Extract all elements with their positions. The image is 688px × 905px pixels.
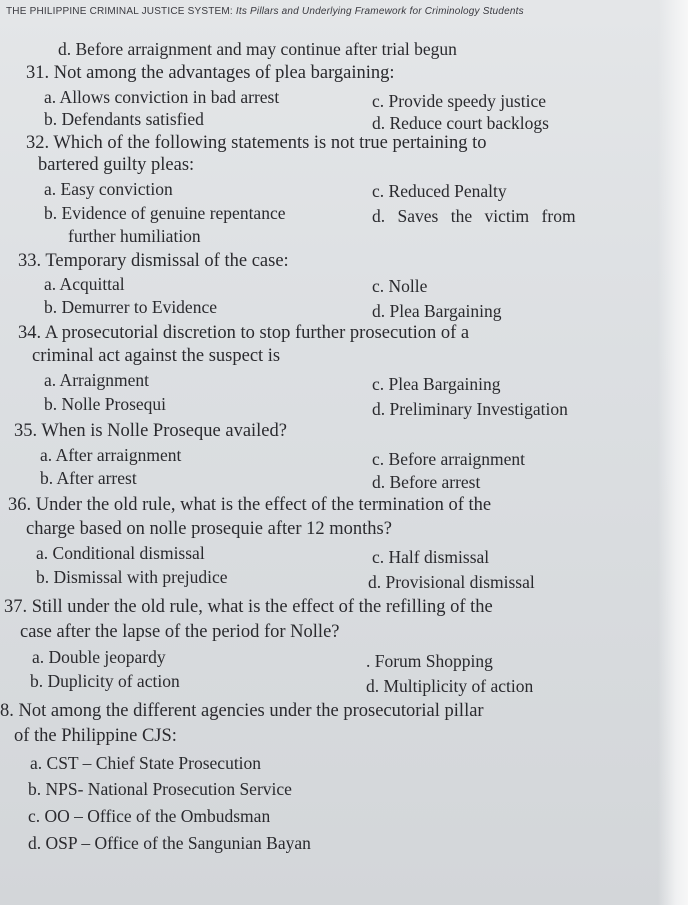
q38-option-b: b. NPS- National Prosecution Service <box>28 779 292 799</box>
q33-option-b: b. Demurrer to Evidence <box>44 297 217 317</box>
header-title: THE PHILIPPINE CRIMINAL JUSTICE SYSTEM: <box>6 6 233 17</box>
question-33 <box>18 250 289 272</box>
question-text: Still under the old rule, what is the effect of the refilling of the <box>31 597 493 617</box>
q35-option-b: b. After arrest <box>40 468 137 488</box>
question-38 <box>0 700 484 722</box>
question-text: Which of the following statements is not true pertaining to <box>53 133 487 153</box>
q37-option-b: b. Duplicity of action <box>30 671 180 691</box>
q35-option-c: c. Before arraignment <box>372 449 526 469</box>
question-text: Temporary dismissal of the case: <box>45 251 289 271</box>
question-35 <box>14 420 287 442</box>
q33-option-c: c. Nolle <box>372 276 428 296</box>
q36-option-c: c. Half dismissal <box>372 547 490 567</box>
question-text: When is Nolle Proseque availed? <box>41 421 287 441</box>
question-number: 34. <box>18 323 42 343</box>
q33-option-d: d. Plea Bargaining <box>372 301 502 321</box>
question-number: 35. <box>14 421 38 441</box>
question-text: A prosecutorial discretion to stop further prosecution of a <box>44 323 470 343</box>
q31-option-b: b. Defendants satisfied <box>44 109 204 129</box>
q34-option-c: c. Plea Bargaining <box>372 374 501 394</box>
q36-text-line-2: charge based on nolle prosequie after 12 months? <box>26 519 392 539</box>
question-number: 32. <box>26 133 50 153</box>
q38-option-c: c. OO – Office of the Ombudsman <box>28 806 271 826</box>
q31-option-d: d. Reduce court backlogs <box>372 113 549 133</box>
q34-option-b: b. Nolle Prosequi <box>44 394 167 414</box>
q38-option-a: a. CST – Chief State Prosecution <box>30 753 262 773</box>
question-number: 31. <box>26 63 50 83</box>
question-number: 33. <box>18 251 42 271</box>
q38-text-line-2: of the Philippine CJS: <box>14 726 177 746</box>
question-37 <box>4 596 493 618</box>
q34-option-a: a. Arraignment <box>44 370 149 390</box>
question-text: Not among the advantages of plea bargaining: <box>53 63 395 83</box>
question-32 <box>26 132 487 154</box>
q36-option-a: a. Conditional dismissal <box>36 543 205 563</box>
q37-option-d: d. Multiplicity of action <box>366 676 534 696</box>
q35-option-a: a. After arraignment <box>40 445 182 465</box>
q37-option-a: a. Double jeopardy <box>32 647 166 667</box>
q37-text-line-2: case after the lapse of the period for Nolle? <box>20 622 340 642</box>
q36-option-b: b. Dismissal with prejudice <box>36 567 228 587</box>
q32-option-c: c. Reduced Penalty <box>372 181 507 201</box>
q32-text-line-2: bartered guilty pleas: <box>38 155 195 175</box>
running-header <box>6 6 666 17</box>
q37-option-c: . Forum Shopping <box>366 651 493 671</box>
q31-option-c: c. Provide speedy justice <box>372 91 546 111</box>
q36-option-d: d. Provisional dismissal <box>368 572 535 592</box>
q32-option-d: d. Saves the victim from <box>372 206 576 226</box>
q33-option-a: a. Acquittal <box>44 274 125 294</box>
q32-option-continuation: further humiliation <box>68 226 201 246</box>
q35-option-d: d. Before arrest <box>372 472 481 492</box>
question-text: Not among the different agencies under the prosecutorial pillar <box>18 701 484 721</box>
page-edge-shadow <box>658 0 688 905</box>
question-number: 36. <box>8 495 32 515</box>
q38-option-d: d. OSP – Office of the Sangunian Bayan <box>28 833 311 853</box>
question-36 <box>8 494 491 516</box>
q34-option-d: d. Preliminary Investigation <box>372 399 568 419</box>
q31-option-a: a. Allows conviction in bad arrest <box>44 87 280 107</box>
question-number: 8. <box>0 701 14 721</box>
question-31 <box>26 62 395 84</box>
q34-text-line-2: criminal act against the suspect is <box>32 346 281 366</box>
q32-option-b: b. Evidence of genuine repentance <box>44 203 286 223</box>
header-subtitle: Its Pillars and Underlying Framework for Criminology Students <box>235 6 524 17</box>
q30-option-d: d. Before arraignment and may continue after trial begun <box>58 39 457 59</box>
q32-option-a: a. Easy conviction <box>44 179 173 199</box>
question-number: 37. <box>4 597 28 617</box>
question-text: Under the old rule, what is the effect of the termination of the <box>35 495 492 515</box>
question-34 <box>18 322 469 344</box>
